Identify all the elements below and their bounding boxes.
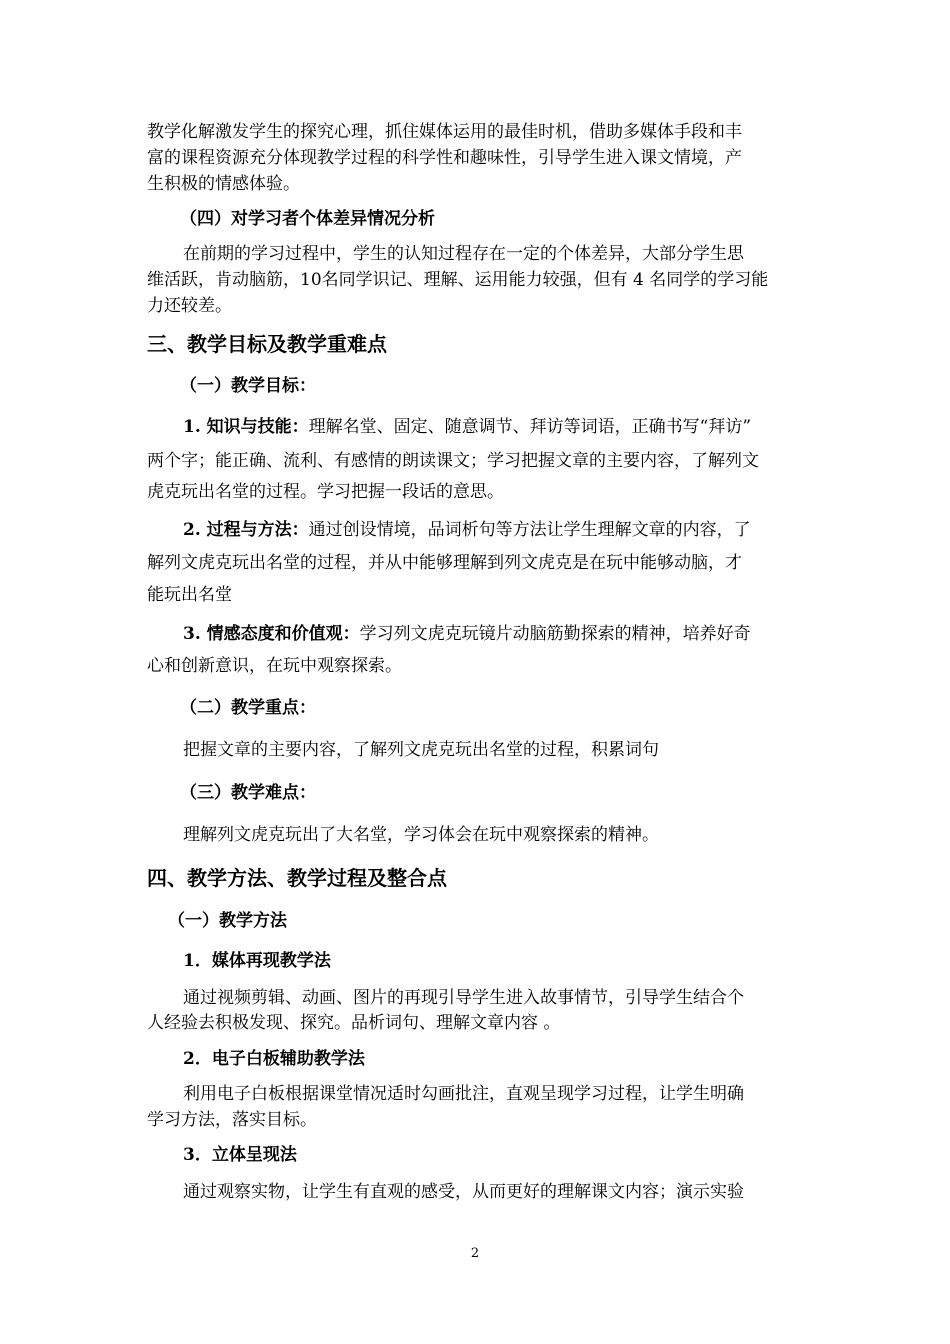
page-number: 2: [470, 1246, 480, 1261]
paragraph-line: 教学化解激发学生的探究心理，抓住媒体运用的最佳时机，借助多媒体手段和丰: [147, 122, 742, 142]
subsection-heading: （一）教学目标：: [180, 376, 316, 396]
goal-label: 1. 知识与技能：: [183, 417, 309, 437]
paragraph-line: 解列文虎克玩出名堂的过程，并从中能够理解到列文虎克是在玩中能够动脑，才: [147, 553, 742, 573]
paragraph-line: 利用电子白板根据课堂情况适时勾画批注，直观呈现学习过程，让学生明确: [183, 1084, 744, 1104]
goal-line: [183, 519, 751, 541]
goal-label: 2. 过程与方法：: [183, 520, 309, 540]
method-heading: 1．媒体再现教学法: [183, 951, 331, 971]
goal-line: [183, 416, 751, 438]
goal-text: 学习列文虎克玩镜片动脑筋勤探索的精神，培养好奇: [359, 624, 751, 644]
paragraph-line: 人经验去积极发现、探究。品析词句、理解文章内容 。: [147, 1013, 561, 1033]
paragraph-line: 通过观察实物，让学生有直观的感受，从而更好的理解课文内容；演示实验: [183, 1182, 744, 1202]
subsection-heading: （二）教学重点：: [180, 698, 316, 718]
paragraph-line: 在前期的学习过程中，学生的认知过程存在一定的个体差异，大部分学生思: [183, 244, 744, 264]
paragraph-line: 生积极的情感体验。: [147, 174, 300, 194]
paragraph-line: 通过视频剪辑、动画、图片的再现引导学生进入故事情节，引导学生结合个: [183, 988, 744, 1008]
section-heading: 四、教学方法、教学过程及整合点: [147, 866, 447, 890]
paragraph-line: 学习方法，落实目标。: [147, 1110, 317, 1130]
goal-text: 理解名堂、固定、随意调节、拜访等词语，正确书写“拜访”: [308, 417, 752, 437]
paragraph-line: 心和创新意识，在玩中观察探索。: [147, 656, 402, 676]
subsection-heading: （四）对学习者个体差异情况分析: [180, 209, 435, 229]
subsection-heading: （三）教学难点：: [180, 783, 316, 803]
paragraph-line: 两个字；能正确、流利、有感情的朗读课文；学习把握文章的主要内容，了解列文: [147, 451, 759, 471]
paragraph-line: 力还较差。: [147, 296, 232, 316]
method-heading: 2．电子白板辅助教学法: [183, 1049, 365, 1069]
paragraph-line: 维活跃，肯动脑筋，10名同学识记、理解、运用能力较强，但有 4 名同学的学习能: [147, 270, 769, 290]
paragraph-line: 能玩出名堂: [147, 585, 232, 605]
subsection-heading: （一）教学方法: [168, 911, 287, 931]
goal-text: 通过创设情境，品词析句等方法让学生理解文章的内容，了: [308, 520, 751, 540]
method-heading: 3．立体呈现法: [183, 1145, 297, 1165]
goal-line: [183, 623, 751, 645]
paragraph-line: 理解列文虎克玩出了大名堂，学习体会在玩中观察探索的精神。: [183, 825, 659, 845]
section-heading: 三、教学目标及教学重难点: [147, 332, 387, 356]
paragraph-line: 虎克玩出名堂的过程。学习把握一段话的意思。: [147, 482, 504, 502]
paragraph-line: 把握文章的主要内容，了解列文虎克玩出名堂的过程，积累词句: [183, 740, 659, 760]
paragraph-line: 富的课程资源充分体现教学过程的科学性和趣味性，引导学生进入课文情境，产: [147, 148, 742, 168]
goal-label: 3. 情感态度和价值观：: [183, 624, 360, 644]
